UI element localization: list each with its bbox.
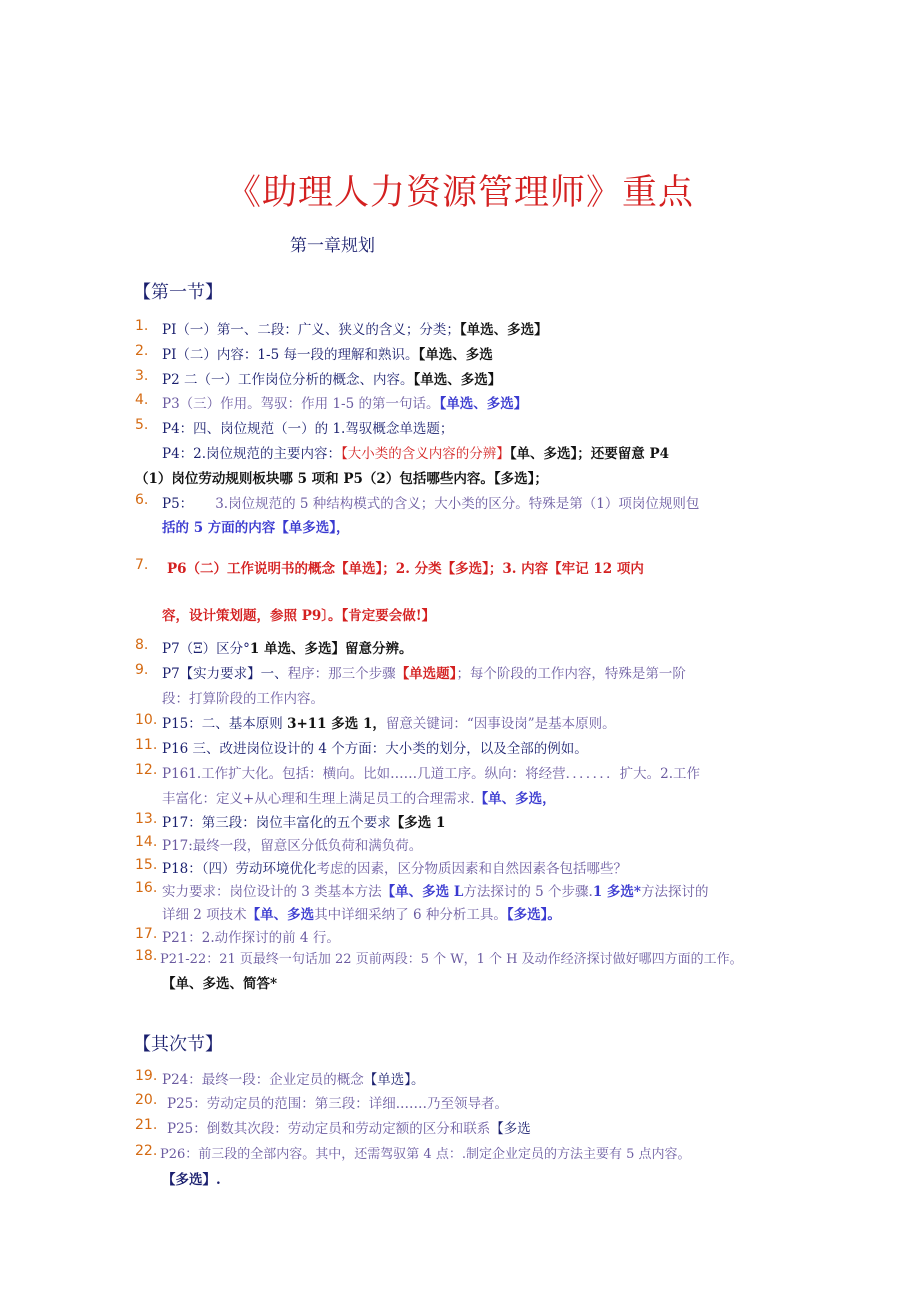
question-type-tag: 【单选、多选】 bbox=[459, 322, 548, 338]
list-item-18-line-2 bbox=[162, 972, 277, 992]
item-text: 程序：那三个步骤 bbox=[287, 666, 396, 682]
item-text: P6（二）工作说明书的概念【单选】；2. 分类【多选】；3. 内容【牢记 12 项内 bbox=[167, 561, 644, 577]
list-item-22 bbox=[160, 1143, 691, 1162]
item-text: 方法探讨的 bbox=[641, 884, 709, 900]
list-item-6-line-2 bbox=[162, 516, 350, 536]
document-title: 《助理人力资源管理师》重点 bbox=[225, 173, 694, 213]
question-type-tag: 【单选、多选 bbox=[418, 347, 493, 363]
item-number: 3. bbox=[135, 368, 149, 384]
question-type-tag: 【单、多选 L bbox=[381, 884, 464, 900]
list-item-12-line-2 bbox=[162, 787, 556, 807]
item-text: P17:最终一段，留意区分低负荷和满负荷。 bbox=[162, 838, 423, 854]
item-number: 5. bbox=[135, 417, 149, 433]
item-number: 9. bbox=[135, 662, 149, 678]
item-text: P21：2.动作探讨的前 4 行。 bbox=[162, 930, 340, 946]
item-text: P5： bbox=[162, 496, 194, 512]
question-type-tag: 【单选】。 bbox=[363, 1072, 425, 1088]
item-text: 其中详细采纳了 6 种分析工具。 bbox=[314, 907, 507, 923]
item-text: ；每个阶段的工作内容，特殊是第一阶 bbox=[456, 666, 686, 682]
item-number: 11. bbox=[135, 737, 158, 753]
item-text: （1）岗位劳动规则板块哪 5 项和 P5（2）包括哪些内容。【多选】； bbox=[135, 471, 548, 487]
item-number: 22. bbox=[135, 1143, 158, 1159]
list-item-12 bbox=[162, 762, 700, 782]
item-number: 2. bbox=[135, 343, 149, 359]
item-text: PI（一）第一、二段：广义、狭义的含义；分类； bbox=[162, 322, 460, 338]
item-text: 留意关键词：“因事设岗”是基本原则。 bbox=[385, 716, 616, 732]
list-item-10 bbox=[162, 712, 616, 732]
item-text: 详细 2 项技术 bbox=[162, 907, 247, 923]
item-text: 丰富化：定义+从心理和生理上满足员工的合理需求. bbox=[162, 791, 475, 807]
item-number: 7. bbox=[135, 557, 149, 573]
question-type-tag: 1 多选* bbox=[592, 884, 641, 900]
list-item-14 bbox=[162, 834, 422, 854]
section-heading-2: 【其次节】 bbox=[133, 1034, 223, 1055]
item-text: 括的 5 方面的内容【单多选】， bbox=[162, 520, 350, 536]
question-type-tag: 【单、多选】；还要留意 P4 bbox=[509, 446, 670, 462]
item-text: 段：打算阶段的工作内容。 bbox=[162, 691, 324, 707]
item-number: 12. bbox=[135, 762, 158, 778]
item-number: 20. bbox=[135, 1092, 158, 1108]
list-item-22-line-2 bbox=[162, 1168, 221, 1188]
item-text: P25：劳动定员的范围：第三段：详细.……乃至领导者。 bbox=[167, 1096, 509, 1112]
question-type-tag: 1 单选、多选】留意分辨。 bbox=[249, 641, 413, 657]
item-text: P161.工作扩大化。包括：横向。比如……几道工序。纵向：将经营．．．．．．．扩大。2.工作 bbox=[162, 766, 701, 782]
item-text: P4：2.岗位规范的主要内容： bbox=[162, 446, 342, 462]
item-text: P26：前三段的全部内容。其中，还需驾驭第 4 点：.制定企业定员的方法主要有 5 点内容。 bbox=[160, 1147, 691, 1162]
item-text: 3.岗位规范的 5 种结构模式的含义；大小类的区分。特殊是第（1）项岗位规则包 bbox=[215, 496, 700, 512]
item-number: 13. bbox=[135, 811, 158, 827]
list-item-20 bbox=[167, 1092, 508, 1112]
list-item-5-line-3 bbox=[135, 467, 548, 487]
list-item-19 bbox=[162, 1068, 425, 1088]
question-type-tag: 【单选、多选】 bbox=[413, 372, 502, 388]
item-text: 方法探讨的 5 个步骤. bbox=[463, 884, 593, 900]
item-text: P21-22：21 页最终一句话加 22 页前两段：5 个 W，1 个 H 及动作经济探讨做好哪四方面的工作。 bbox=[160, 952, 743, 967]
item-text: 考虑的因素，区分物质因素和自然因素各包括哪些？ bbox=[316, 861, 628, 877]
list-item-1 bbox=[162, 318, 548, 338]
item-text: P4：四、岗位规范（一）的 1.驾驭概念单选题； bbox=[162, 421, 454, 437]
list-item-7 bbox=[167, 557, 644, 577]
item-number: 18. bbox=[135, 948, 158, 964]
item-text: PI（二）内容：1-5 每一段的理解和熟识。 bbox=[162, 347, 419, 363]
item-number: 17. bbox=[135, 926, 158, 942]
item-text: 容，设计策划题，参照 P9〕。【肯定要会做!】 bbox=[162, 608, 436, 624]
item-text: P24：最终一段：企业定员的概念 bbox=[162, 1072, 364, 1088]
list-item-21 bbox=[167, 1117, 531, 1137]
list-item-5 bbox=[162, 417, 453, 437]
item-number: 15. bbox=[135, 857, 158, 873]
item-text: 实力要求：岗位设计的 3 类基本方法 bbox=[162, 884, 382, 900]
question-type-tag: 【单选、多选】 bbox=[439, 396, 528, 412]
list-item-9 bbox=[162, 662, 686, 682]
highlight-text: 【大小类的含义内容的分辨】 bbox=[341, 446, 510, 462]
list-item-16-line-2 bbox=[162, 903, 561, 923]
list-item-15 bbox=[162, 857, 627, 877]
list-item-16 bbox=[162, 880, 709, 900]
question-type-tag: 【多选】。 bbox=[506, 907, 561, 923]
item-number: 10. bbox=[135, 712, 158, 728]
item-number: 4. bbox=[135, 392, 149, 408]
item-number: 6. bbox=[135, 492, 149, 508]
list-item-3 bbox=[162, 368, 501, 388]
item-text: P2 二（一）工作岗位分析的概念、内容。 bbox=[162, 372, 414, 388]
question-type-tag: 【多选 1 bbox=[390, 815, 446, 831]
list-item-4 bbox=[162, 392, 527, 412]
question-type-tag: 【多选 bbox=[490, 1121, 531, 1137]
item-text: P7【实力要求】一、 bbox=[162, 666, 288, 682]
list-item-9-line-2 bbox=[162, 687, 324, 707]
item-text: P15：二、基本原则 bbox=[162, 716, 288, 732]
question-type-tag: 3+11 多选 1， bbox=[287, 716, 386, 732]
chapter-heading: 第一章规划 bbox=[290, 236, 375, 256]
item-text: P7（Ξ）区分° bbox=[162, 641, 250, 657]
list-item-13 bbox=[162, 811, 445, 831]
item-number: 21. bbox=[135, 1117, 158, 1133]
question-type-tag: 【单、多选、简答* bbox=[162, 976, 278, 992]
question-type-tag: 【单、多选， bbox=[474, 791, 556, 807]
question-type-tag: 【单、多选 bbox=[246, 907, 315, 923]
list-item-7-line-2 bbox=[162, 604, 435, 624]
item-text: P18：（四）劳动环境优化 bbox=[162, 861, 317, 877]
item-number: 16. bbox=[135, 880, 158, 896]
section-heading-1: 【第一节】 bbox=[133, 282, 223, 303]
item-number: 1. bbox=[135, 318, 149, 334]
item-text: P16 三、改进岗位设计的 4 个方面：大小类的划分，以及全部的例如。 bbox=[162, 741, 588, 757]
list-item-11 bbox=[162, 737, 588, 757]
item-text: P25：倒数其次段：劳动定员和劳动定额的区分和联系 bbox=[167, 1121, 491, 1137]
item-number: 19. bbox=[135, 1068, 158, 1084]
list-item-2 bbox=[162, 343, 493, 363]
item-number: 14. bbox=[135, 834, 158, 850]
list-item-18 bbox=[160, 948, 743, 967]
question-type-tag: 【单选题】 bbox=[395, 666, 457, 682]
item-text: P3（三）作用。驾驭：作用 1-5 的第一句话。 bbox=[162, 396, 440, 412]
item-number: 8. bbox=[135, 637, 149, 653]
list-item-8 bbox=[162, 637, 413, 657]
list-item-6 bbox=[162, 492, 699, 512]
list-item-5-line-2 bbox=[162, 442, 669, 462]
question-type-tag: 【多选】. bbox=[162, 1172, 221, 1188]
list-item-17 bbox=[162, 926, 340, 946]
item-text: P17：第三段：岗位丰富化的五个要求 bbox=[162, 815, 391, 831]
